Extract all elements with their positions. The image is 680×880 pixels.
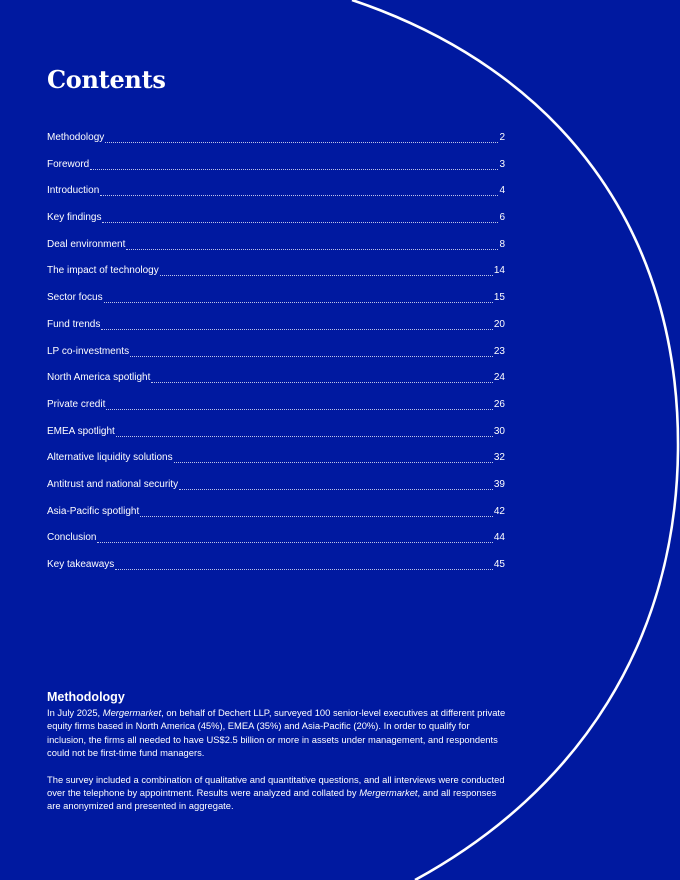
toc-leader-dots (102, 222, 498, 223)
toc-leader-dots (97, 542, 492, 543)
toc-entry[interactable] (47, 344, 505, 371)
paragraph-text: , on behalf of Dechert LLP, surveyed 100 senior-level executives at different private equity firms based in North America (45%), EMEA (35%) and Asia-Pacific (20%). In order to qualify for inclusion, the firms all needed to have US$2.5 billion or more in assets under management, and respondents could not be first-time fund managers. (47, 707, 506, 759)
toc-leader-dots (90, 169, 498, 170)
toc-leader-dots (116, 436, 493, 437)
toc-entry-label: Key findings (47, 212, 102, 224)
toc-entry-label: Methodology (47, 132, 105, 143)
toc-entry-label: Key takeaways (47, 559, 115, 570)
toc-entry[interactable] (47, 557, 505, 584)
toc-entry-page-number: 26 (493, 398, 505, 410)
toc-entry[interactable] (47, 290, 505, 317)
paragraph-text: , and all responses are anonymized and presented in aggregate. (47, 787, 497, 812)
toc-leader-dots (104, 302, 493, 303)
toc-entry[interactable] (47, 157, 505, 184)
publisher-name: Mergermarket (102, 707, 162, 718)
toc-leader-dots (105, 142, 498, 143)
toc-entry-label: North America spotlight (47, 372, 151, 384)
toc-entry-page-number: 23 (493, 345, 505, 357)
toc-entry-page-number: 39 (493, 478, 505, 490)
toc-entry-label: LP co-investments (47, 345, 130, 357)
toc-leader-dots (126, 249, 498, 250)
toc-entry[interactable] (47, 397, 505, 424)
page-title: Contents (47, 65, 166, 94)
toc-entry[interactable] (47, 450, 505, 477)
publisher-name: Mergermarket (359, 787, 418, 799)
toc-entry[interactable] (47, 237, 505, 264)
toc-entry[interactable] (47, 504, 505, 531)
toc-entry-page-number: 45 (493, 559, 505, 570)
toc-entry-page-number: 14 (493, 265, 505, 277)
toc-entry-page-number: 15 (493, 292, 505, 304)
toc-leader-dots (101, 329, 493, 330)
toc-entry-page-number: 6 (499, 212, 505, 224)
toc-entry[interactable] (47, 183, 505, 210)
toc-entry[interactable] (47, 530, 505, 557)
methodology-section (47, 689, 507, 813)
methodology-heading: Methodology (47, 690, 125, 704)
toc-entry-label: Fund trends (47, 318, 101, 330)
toc-entry[interactable] (47, 317, 505, 344)
toc-entry-label: Deal environment (47, 238, 126, 250)
toc-entry-label: Asia-Pacific spotlight (47, 505, 140, 517)
toc-leader-dots (140, 516, 493, 517)
toc-entry-label: Antitrust and national security (47, 478, 179, 490)
toc-entry[interactable] (47, 370, 505, 397)
toc-entry-page-number: 20 (493, 318, 505, 330)
toc-entry-page-number: 24 (493, 372, 505, 384)
toc-entry-label: Foreword (47, 158, 90, 170)
methodology-paragraph (47, 706, 507, 760)
toc-entry-label: Introduction (47, 185, 100, 197)
paragraph-text: In July 2025, (47, 707, 103, 718)
toc-entry-label: Alternative liquidity solutions (47, 452, 173, 464)
toc-leader-dots (174, 462, 493, 463)
toc-entry[interactable] (47, 130, 505, 157)
toc-entry-page-number: 4 (499, 185, 505, 197)
toc-entry[interactable] (47, 263, 505, 290)
toc-leader-dots (179, 489, 493, 490)
toc-entry-page-number: 2 (499, 132, 505, 143)
toc-leader-dots (130, 356, 493, 357)
toc-entry-page-number: 42 (493, 505, 505, 517)
toc-entry-label: Private credit (47, 398, 106, 410)
toc-entry[interactable] (47, 424, 505, 451)
toc-entry[interactable] (47, 210, 505, 237)
methodology-paragraph (47, 773, 507, 813)
toc-entry-page-number: 3 (499, 158, 505, 170)
toc-entry-page-number: 32 (493, 452, 505, 464)
toc-leader-dots (106, 409, 493, 410)
toc-entry-label: The impact of technology (47, 265, 159, 277)
toc-entry-label: EMEA spotlight (47, 425, 115, 437)
toc-leader-dots (151, 382, 492, 383)
toc-leader-dots (115, 569, 493, 570)
toc-entry[interactable] (47, 477, 505, 504)
toc-entry-label: Sector focus (47, 292, 103, 304)
toc-entry-page-number: 8 (499, 238, 505, 250)
toc-leader-dots (100, 195, 498, 196)
toc-entry-page-number: 44 (493, 532, 505, 544)
paragraph-text: The survey included a combination of qualitative and quantitative questions, and all interviews were conducted over the telephone by appointment. Results were analyzed and collated by (47, 773, 505, 799)
toc-entry-page-number: 30 (493, 425, 505, 437)
toc-entry-label: Conclusion (47, 532, 97, 544)
table-of-contents (47, 130, 505, 584)
toc-leader-dots (160, 275, 493, 276)
